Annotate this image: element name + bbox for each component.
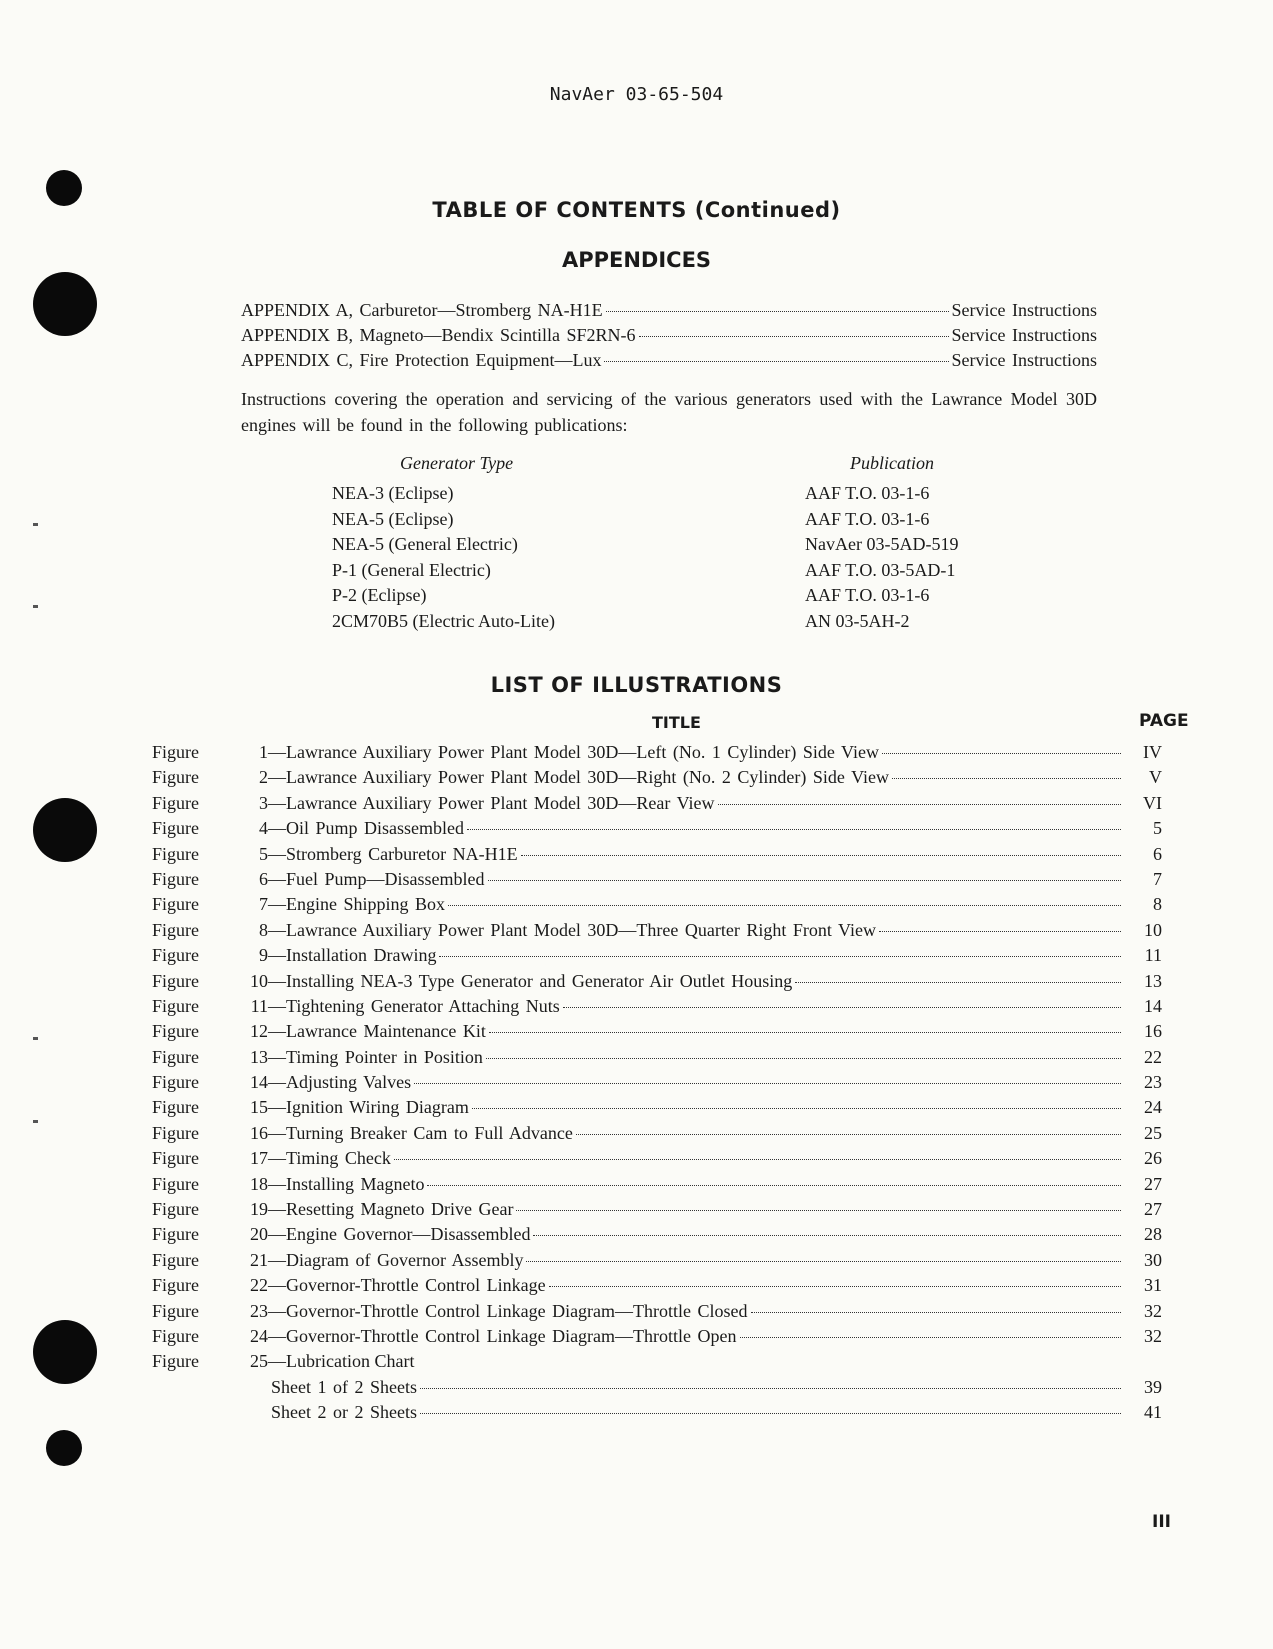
dot-leader <box>420 1413 1121 1414</box>
figure-label: Figure <box>152 1122 199 1143</box>
figure-title: —Governor-Throttle Control Linkage Diagram—Throttle Closed <box>268 1300 748 1321</box>
figure-entry <box>152 1148 1162 1173</box>
appendix-label: APPENDIX C, Fire Protection Equipment—Lux <box>241 350 602 370</box>
page-column-header: PAGE <box>1139 711 1189 731</box>
figure-title: —Diagram of Governor Assembly <box>268 1249 524 1270</box>
figure-title: —Engine Governor—Disassembled <box>268 1224 531 1245</box>
figure-label: Figure <box>152 767 199 788</box>
figure-number: 12 <box>250 1021 268 1042</box>
figure-page: 6 <box>1153 843 1162 864</box>
figure-number: 15 <box>250 1097 268 1118</box>
appendices-heading: APPENDICES <box>561 248 712 272</box>
binder-hole-3 <box>33 798 97 862</box>
margin-mark <box>33 523 38 526</box>
figure-page: 31 <box>1144 1275 1162 1296</box>
figure-page: 10 <box>1144 919 1162 940</box>
figure-entry <box>152 1174 1162 1199</box>
publication: AAF T.O. 03-1-6 <box>805 585 930 605</box>
figure-title: —Lawrance Auxiliary Power Plant Model 30D—Right (No. 2 Cylinder) Side View <box>268 767 889 788</box>
figure-leader <box>268 1326 1162 1347</box>
dot-leader <box>486 1058 1121 1059</box>
dot-leader <box>740 1337 1121 1338</box>
figure-leader <box>268 1072 1162 1093</box>
dot-leader <box>414 1083 1121 1084</box>
dot-leader <box>516 1210 1121 1211</box>
dot-leader <box>892 778 1121 779</box>
figure-entry <box>152 1047 1162 1072</box>
figure-leader <box>268 1148 1162 1169</box>
appendix-value: Service Instructions <box>951 325 1097 345</box>
figure-leader <box>268 1250 1162 1271</box>
figure-number: 8 <box>259 919 268 940</box>
figure-title: —Lawrance Auxiliary Power Plant Model 30D—Rear View <box>268 792 715 813</box>
figure-leader <box>268 767 1162 788</box>
dot-leader <box>576 1134 1121 1135</box>
generator-type: NEA-5 (Eclipse) <box>332 508 454 529</box>
figure-page: 30 <box>1144 1249 1162 1270</box>
figure-leader <box>268 1174 1162 1195</box>
generator-type: P-1 (General Electric) <box>332 559 491 580</box>
figure-number: 7 <box>259 894 268 915</box>
figure-title: —Engine Shipping Box <box>268 894 446 915</box>
appendix-value: Service Instructions <box>951 350 1097 370</box>
binder-hole-5 <box>46 1430 82 1466</box>
figure-label: Figure <box>152 742 199 762</box>
dot-leader <box>420 1388 1121 1389</box>
margin-mark <box>33 605 38 608</box>
figure-number: 23 <box>250 1300 268 1321</box>
margin-mark <box>33 1120 38 1123</box>
generator-type: 2CM70B5 (Electric Auto-Lite) <box>332 610 555 631</box>
figure-number: 2 <box>259 767 268 788</box>
dot-leader <box>488 880 1122 881</box>
dot-leader <box>526 1261 1121 1262</box>
appendix-label: APPENDIX A, Carburetor—Stromberg NA-H1E <box>241 300 603 320</box>
figure-label: Figure <box>152 1325 199 1346</box>
dot-leader <box>439 956 1121 957</box>
figure-number: 13 <box>250 1046 268 1067</box>
dot-leader <box>394 1159 1121 1160</box>
figure-label: Figure <box>152 1275 199 1296</box>
figure-label: Figure <box>152 894 199 915</box>
figure-number: 5 <box>259 843 268 864</box>
figure-page: 8 <box>1153 894 1162 915</box>
figure-entry <box>152 1021 1162 1046</box>
illustrations-heading: LIST OF ILLUSTRATIONS <box>490 673 783 697</box>
figure-entry <box>152 869 1162 894</box>
figure-leader <box>268 869 1162 890</box>
sheet-page: 39 <box>1144 1376 1162 1397</box>
generator-type: NEA-5 (General Electric) <box>332 534 518 554</box>
margin-mark <box>33 1037 38 1040</box>
dot-leader <box>427 1185 1121 1186</box>
figure-entry <box>152 894 1162 919</box>
figure-entry <box>152 1224 1162 1249</box>
illustration-list <box>152 742 1162 1428</box>
figure-leader <box>268 996 1162 1017</box>
publication-column <box>805 453 958 636</box>
figure-entry <box>152 945 1162 970</box>
sheet-title: Sheet 1 of 2 Sheets <box>271 1376 417 1397</box>
appendix-label: APPENDIX B, Magneto—Bendix Scintilla SF2RN-6 <box>241 325 636 345</box>
generator-type: P-2 (Eclipse) <box>332 585 427 605</box>
figure-entry <box>152 1301 1162 1326</box>
dot-leader <box>751 1312 1121 1313</box>
publication: AAF T.O. 03-1-6 <box>805 483 930 503</box>
appendix-entry <box>241 350 1097 375</box>
figure-entry <box>152 1097 1162 1122</box>
figure-label: Figure <box>152 1351 199 1372</box>
figure-title: —Installing Magneto <box>268 1173 425 1194</box>
figure-leader <box>268 1199 1162 1220</box>
figure-number: 20 <box>250 1224 268 1245</box>
figure-label: Figure <box>152 843 199 864</box>
figure-label: Figure <box>152 970 199 991</box>
figure-label: Figure <box>152 1300 199 1321</box>
figure-entry <box>152 1123 1162 1148</box>
appendix-entry <box>241 325 1097 350</box>
figure-number: 1 <box>259 742 268 762</box>
figure-label: Figure <box>152 868 199 889</box>
dot-leader <box>606 311 949 312</box>
figure-page: 32 <box>1144 1300 1162 1321</box>
appendix-list <box>241 300 1097 375</box>
figure-label: Figure <box>152 919 199 940</box>
figure-page: 26 <box>1144 1148 1162 1169</box>
figure-number: 4 <box>259 818 268 839</box>
figure-page: IV <box>1143 742 1162 762</box>
generator-type: NEA-3 (Eclipse) <box>332 483 454 503</box>
figure-leader <box>268 1301 1162 1322</box>
figure-title: —Timing Check <box>268 1148 391 1169</box>
figure-leader <box>268 1275 1162 1296</box>
figure-title: —Lawrance Auxiliary Power Plant Model 30D—Three Quarter Right Front View <box>268 919 876 940</box>
figure-entry <box>152 742 1162 767</box>
figure-entry <box>152 971 1162 996</box>
figure-entry <box>152 1275 1162 1300</box>
figure-number: 19 <box>250 1199 268 1220</box>
figure-number: 21 <box>250 1249 268 1270</box>
figure-number: 16 <box>250 1122 268 1143</box>
figure-page: 14 <box>1144 995 1162 1016</box>
figure-page: VI <box>1143 792 1162 813</box>
publication: AAF T.O. 03-1-6 <box>805 508 930 529</box>
binder-hole-2 <box>33 272 97 336</box>
publication: NavAer 03-5AD-519 <box>805 534 959 554</box>
figure-entry <box>152 818 1162 843</box>
sheet-entry <box>152 1402 1162 1427</box>
figure-label: Figure <box>152 945 199 966</box>
dot-leader <box>472 1108 1121 1109</box>
figure-title: —Governor-Throttle Control Linkage Diagram—Throttle Open <box>268 1325 737 1346</box>
figure-number: 10 <box>250 970 268 991</box>
figure-leader <box>268 1097 1162 1118</box>
figure-entry <box>152 767 1162 792</box>
figure-leader <box>268 818 1162 839</box>
figure-number: 11 <box>250 995 268 1016</box>
publication: AAF T.O. 03-5AD-1 <box>805 559 956 580</box>
toc-heading: TABLE OF CONTENTS (Continued) <box>432 198 841 222</box>
figure-page: V <box>1149 767 1162 788</box>
figure-title: —Lubrication Chart <box>268 1351 415 1372</box>
figure-number: 18 <box>250 1173 268 1194</box>
figure-page: 32 <box>1144 1325 1162 1346</box>
figure-entry <box>152 1250 1162 1275</box>
figure-title: —Lawrance Auxiliary Power Plant Model 30D—Left (No. 1 Cylinder) Side View <box>268 742 879 762</box>
figure-label: Figure <box>152 1249 199 1270</box>
publication: AN 03-5AH-2 <box>805 610 910 631</box>
dot-leader <box>879 931 1121 932</box>
figure-leader <box>268 844 1162 865</box>
figure-title: —Installation Drawing <box>268 945 437 966</box>
dot-leader <box>795 982 1121 983</box>
figure-label: Figure <box>152 1148 199 1169</box>
sheet-leader <box>271 1402 1162 1423</box>
figure-page: 24 <box>1144 1097 1162 1118</box>
figure-number: 24 <box>250 1325 268 1346</box>
document-number: NavAer 03-65-504 <box>549 84 724 105</box>
figure-page: 5 <box>1153 818 1162 839</box>
dot-leader <box>448 905 1121 906</box>
figure-title: —Governor-Throttle Control Linkage <box>268 1275 546 1296</box>
publication-header: Publication <box>850 453 934 473</box>
figure-leader <box>268 920 1162 941</box>
figure-leader <box>268 894 1162 915</box>
generator-type-header: Generator Type <box>400 453 514 473</box>
dot-leader <box>718 804 1122 805</box>
figure-page: 27 <box>1144 1173 1162 1194</box>
figure-page: 11 <box>1144 945 1162 966</box>
dot-leader <box>521 855 1121 856</box>
dot-leader <box>533 1235 1121 1236</box>
sheet-entry <box>152 1377 1162 1402</box>
figure-leader <box>268 1123 1162 1144</box>
title-column-header: TITLE <box>652 713 701 732</box>
appendix-value: Service Instructions <box>951 300 1097 320</box>
figure-page: 25 <box>1144 1122 1162 1143</box>
figure-title: —Oil Pump Disassembled <box>268 818 464 839</box>
figure-number: 25 <box>250 1351 268 1372</box>
page-number: III <box>1152 1512 1171 1532</box>
figure-title: —Timing Pointer in Position <box>268 1046 483 1067</box>
figure-entry <box>152 1072 1162 1097</box>
figure-number: 14 <box>250 1072 268 1093</box>
figure-entry <box>152 844 1162 869</box>
dot-leader <box>639 336 949 337</box>
appendix-entry <box>241 300 1097 325</box>
dot-leader <box>489 1032 1121 1033</box>
figure-leader <box>268 742 1162 763</box>
figure-leader <box>268 1021 1162 1042</box>
generator-type-column <box>332 453 555 636</box>
figure-page: 7 <box>1153 868 1162 889</box>
dot-leader <box>882 753 1121 754</box>
intro-paragraph: Instructions covering the operation and servicing of the various generators used with the Lawrance Model 30D engines will be found in the following publications: <box>241 389 1097 435</box>
figure-number: 6 <box>259 868 268 889</box>
dot-leader <box>467 829 1121 830</box>
figure-leader <box>268 1224 1162 1245</box>
sheet-leader <box>271 1377 1162 1398</box>
figure-number: 9 <box>259 945 268 966</box>
figure-label: Figure <box>152 1046 199 1067</box>
dot-leader <box>549 1286 1121 1287</box>
figure-page: 23 <box>1144 1072 1162 1093</box>
figure-label: Figure <box>152 1072 199 1093</box>
figure-page: 22 <box>1144 1046 1162 1067</box>
figure-page: 16 <box>1144 1021 1162 1042</box>
figure-title: —Lawrance Maintenance Kit <box>268 1021 486 1042</box>
figure-number: 3 <box>259 792 268 813</box>
figure-title: —Ignition Wiring Diagram <box>268 1097 469 1118</box>
sheet-title: Sheet 2 or 2 Sheets <box>271 1402 417 1423</box>
figure-page: 28 <box>1144 1224 1162 1245</box>
dot-leader <box>563 1007 1121 1008</box>
figure-label: Figure <box>152 1173 199 1194</box>
figure-label: Figure <box>152 1224 199 1245</box>
figure-entry <box>152 1326 1162 1351</box>
figure-label: Figure <box>152 1097 199 1118</box>
figure-entry <box>152 793 1162 818</box>
figure-number: 17 <box>250 1148 268 1169</box>
sheet-page: 41 <box>1144 1402 1162 1423</box>
figure-leader <box>268 1047 1162 1068</box>
figure-leader <box>268 945 1162 966</box>
figure-title: —Resetting Magneto Drive Gear <box>268 1199 514 1220</box>
figure-entry <box>152 1351 1162 1376</box>
figure-entry <box>152 1199 1162 1224</box>
figure-title: —Fuel Pump—Disassembled <box>268 868 485 889</box>
binder-hole-4 <box>33 1320 97 1384</box>
figure-label: Figure <box>152 1021 199 1042</box>
figure-label: Figure <box>152 995 199 1016</box>
figure-label: Figure <box>152 818 199 839</box>
figure-number: 22 <box>250 1275 268 1296</box>
figure-entry <box>152 920 1162 945</box>
figure-page: 27 <box>1144 1199 1162 1220</box>
figure-title: —Adjusting Valves <box>268 1072 412 1093</box>
figure-title: —Installing NEA-3 Type Generator and Generator Air Outlet Housing <box>268 970 793 991</box>
figure-page: 13 <box>1144 970 1162 991</box>
figure-title: —Turning Breaker Cam to Full Advance <box>268 1122 573 1143</box>
figure-title: —Tightening Generator Attaching Nuts <box>268 995 560 1016</box>
figure-leader <box>268 971 1162 992</box>
figure-label: Figure <box>152 792 199 813</box>
figure-label: Figure <box>152 1199 199 1220</box>
figure-title: —Stromberg Carburetor NA-H1E <box>268 843 518 864</box>
figure-entry <box>152 996 1162 1021</box>
dot-leader <box>604 361 948 362</box>
figure-leader <box>268 793 1162 814</box>
